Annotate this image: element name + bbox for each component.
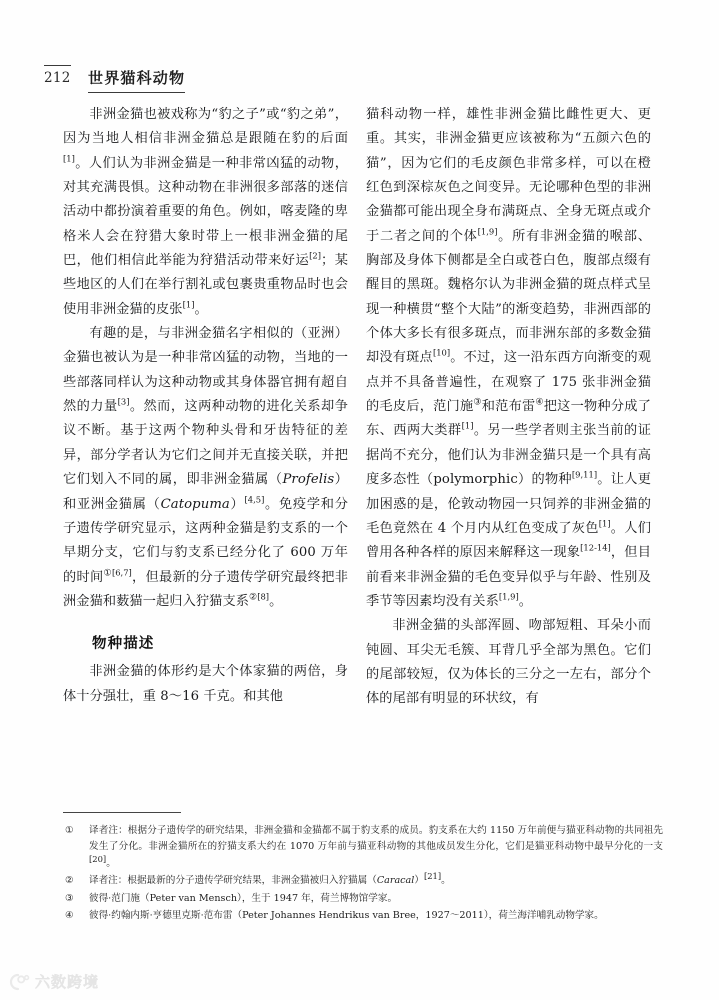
text-run: ；某些地区的人们在举行割礼或包裹贵重物品时也会使用非洲金猫的皮张 <box>63 253 348 317</box>
ref-mark: [1,9] <box>477 226 498 237</box>
latin-term: polymorphic <box>433 472 518 488</box>
paragraph-5: 非洲金猫的头部浑圆、吻部短粗、耳朵小而钝圆、耳尖无毛簇、耳背几乎全部为黑色。它们的尾部较短，仅为体长的三分之一左右，部分个体的尾部有明显的环状纹，有 <box>366 618 651 707</box>
text-run: 。人们认为非洲金猫是一种非常凶猛的动物，对其充满畏惧。这种动物在非洲很多部落的迷信活动中都扮演着重要的角色。例如，喀麦隆的卑格米人会在狩猎大象时带上一根非洲金猫的尾巴，他们相信此举能为狩猎活动带来好运 <box>63 155 348 269</box>
footnote-marker: ② <box>65 875 74 887</box>
footnote-text: ），荷兰海洋哺乳动物学家。 <box>483 910 604 922</box>
ref-mark: [1] <box>63 153 75 164</box>
ref-mark: [9,11] <box>571 469 598 480</box>
text-run: 猫科动物一样，雄性非洲金猫比雌性更大、更重。其实，非洲金猫更应该被称为“五颜六色的猫”，因为它们的毛皮颜色非常多样，可以在橙红色到深棕灰色之间变异。无论哪种色型的非洲金猫都可能出现全身布满斑点、全身无斑点或介于二者之间的个体 <box>366 107 651 244</box>
scientific-name: Profelis <box>282 472 335 488</box>
section-heading: 物种描述 <box>92 636 155 653</box>
footnote-separator <box>63 812 181 813</box>
footnote-text: 译者注：根据分子遗传学的研究结果，非洲金猫和金猫都不属于豹支系的成员。豹支系在大约 1150 万年前便与猫亚科动物的共同祖先发生了分化。非洲金猫所在的狞猫支系大约在 1070 万年前与猫亚科动物的其他成员发生分化，它们是猫亚科动物中最早分化的一支 <box>89 825 663 853</box>
footnote-ref: ③ <box>473 397 482 408</box>
footnote-marker: ① <box>65 825 74 836</box>
running-head <box>44 60 664 94</box>
column-left <box>63 103 348 709</box>
footnote-text: 彼得·约翰内斯·亨德里克斯·范布雷（ <box>89 910 243 922</box>
text-run: 。人们曾用各种各样的原因来解释这一现象 <box>366 520 651 561</box>
ref-mark: [21] <box>423 871 442 882</box>
ref-mark: [6,7] <box>111 567 132 578</box>
footnote-text: 。 <box>441 875 451 887</box>
text-run: 把这一物种分成了东、西两大类群 <box>366 399 651 439</box>
latin-term: Peter Johannes Hendrikus van Bree，1927～2011 <box>242 910 484 922</box>
text-run: ，但最新的分子遗传学研究最终把非洲金猫和薮猫一起归入狞猫支系 <box>63 569 348 609</box>
footnote-marker: ④ <box>65 910 74 922</box>
footnote-ref: ④ <box>535 397 544 408</box>
ref-mark: [1,9] <box>498 591 519 602</box>
footnote-text: ） <box>414 875 424 887</box>
scientific-name: Catopuma <box>160 496 230 512</box>
watermark-text: 六数跨境 <box>35 973 100 991</box>
footnote-ref: ① <box>103 568 112 579</box>
ref-mark: [1] <box>598 518 611 529</box>
paragraph-1 <box>63 103 348 322</box>
paragraph-3: 非洲金猫的体形约是大个体家猫的两倍，身体十分强壮，重 8～16 千克。和其他 <box>63 664 348 704</box>
book-title: 世界猫科动物 <box>88 67 185 93</box>
body-columns <box>63 103 659 783</box>
text-run: ）的物种 <box>517 472 572 488</box>
text-run: 。所有非洲金猫的喉部、胸部及身体下侧都是全白或苍白色，腹部点缀有醒目的黑斑。魏格尔认为非洲金猫的斑点样式呈现一种横贯“整个大陆”的渐变趋势，非洲西部的个体大多长有很多斑点，而非洲东部的多数金猫却没有斑点 <box>366 228 651 366</box>
ref-mark: [10] <box>432 348 451 359</box>
text-run: 。另一些学者则主张当前的证据尚不充分，他们认为非洲金猫只是一个具有高度多态性（ <box>366 423 651 488</box>
text-run: ，但目前看来非洲金猫的毛色变异似乎与年龄、性别及季节等因素均没有关系 <box>366 545 651 609</box>
text-run: 有趣的是，与非洲金猫名字相似的（亚洲）金猫也被认为是一种非常凶猛的动物，当地的一些部落同样认为这种动物或其身体器官拥有超自然的力量 <box>63 326 348 415</box>
footnote-text: 。 <box>106 857 116 869</box>
text-run: 。 <box>269 593 283 609</box>
footnote-list <box>63 823 663 925</box>
footnote-marker: ③ <box>65 892 74 904</box>
footnote-text: 译者注：根据最新的分子遗传学研究结果，非洲金猫被归入狞猫属（ <box>89 875 377 887</box>
text-run: 。 <box>518 593 533 609</box>
text-run: 。不过，这一沿东西方向渐变的观点并不具备普遍性，在观察了 175 张非洲金猫的毛皮后，范门施 <box>366 350 652 415</box>
footnote-item <box>63 891 663 907</box>
footnote-text: ），生于 1947 年，荷兰博物馆学家。 <box>237 892 398 904</box>
footnote-item <box>63 908 663 924</box>
footnote-item <box>63 873 663 889</box>
ref-mark: [1] <box>461 421 474 432</box>
ref-mark: [20] <box>89 853 107 864</box>
paragraph-2 <box>63 322 348 614</box>
watermark <box>8 971 99 992</box>
footnote-text: 彼得·范门施（ <box>89 892 150 904</box>
text-run: ）和亚洲金猫属（ <box>63 472 348 512</box>
paragraph-4 <box>366 103 651 614</box>
latin-term: Peter van Mensch <box>149 892 238 904</box>
ref-mark: [3] <box>117 396 130 407</box>
text-run: 和范布雷 <box>481 399 536 415</box>
page-number: 212 <box>44 70 71 86</box>
ref-mark: [4,5] <box>244 494 265 505</box>
scientific-name: Caracal <box>376 875 415 887</box>
text-run: 非洲金猫也被戏称为“豹之子”或“豹之弟”，因为当地人相信非洲金猫总是跟随在豹的后面 <box>63 107 348 147</box>
footnote-ref: ② <box>249 592 258 603</box>
text-run: 。然而，这两种动物的进化关系却争议不断。基于这两个物种头骨和牙齿特征的差异，部分学者认为它们之间并无直接关联，并把它们划入不同的属，即非洲金猫属（ <box>63 399 348 488</box>
ref-mark: [2] <box>309 250 322 261</box>
column-right <box>366 103 651 712</box>
text-run: ） <box>229 496 245 512</box>
ref-mark: [12-14] <box>580 542 611 553</box>
text-run: 。 <box>194 301 208 317</box>
text-run: 。让人更加困惑的是，伦敦动物园一只饲养的非洲金猫的毛色竟然在 4 个月内从红色变成了灰色 <box>366 472 651 536</box>
text-run: 。免疫学和分子遗传学研究显示，这两种金猫是豹支系的一个早期分支，它们与豹支系已经分化了 600 万年的时间 <box>63 496 348 585</box>
ref-mark: [1] <box>182 299 195 310</box>
brand-logo-icon <box>8 972 30 992</box>
footnote-item <box>63 823 663 872</box>
ref-mark: [8] <box>257 591 270 602</box>
